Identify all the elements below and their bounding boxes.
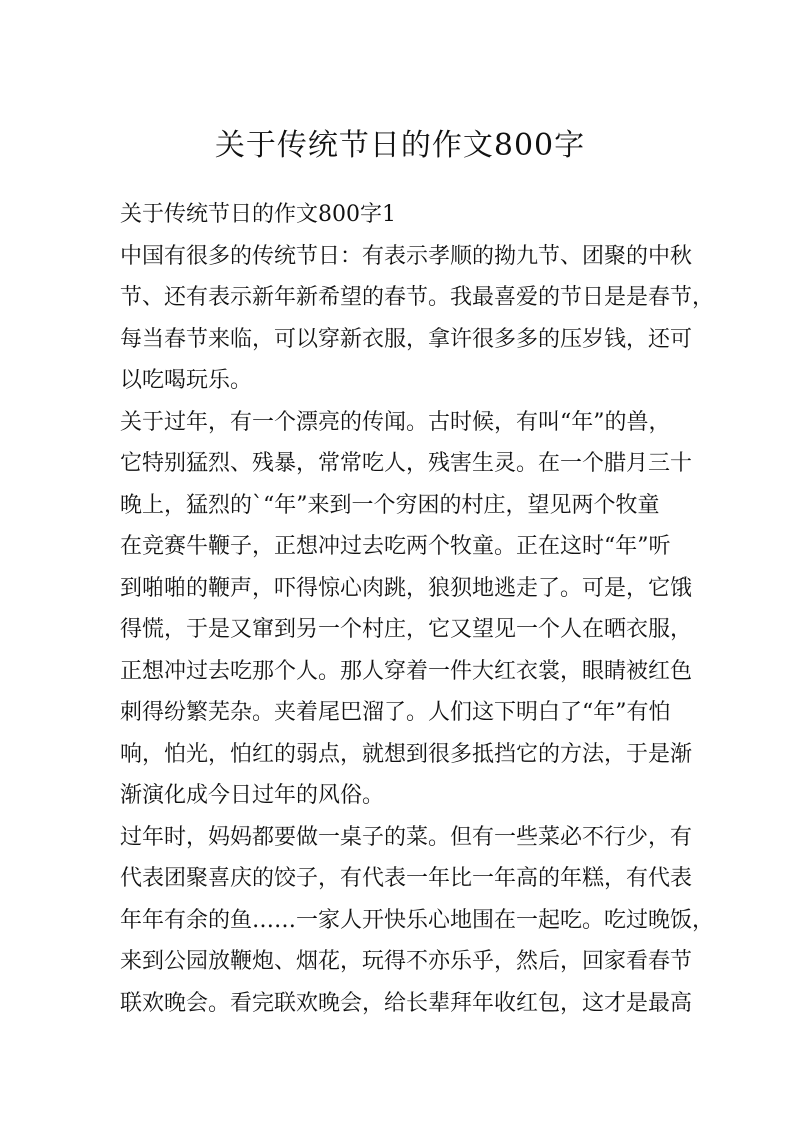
- body-line: 响，怕光，怕红的弱点，就想到很多抵挡它的方法，于是渐: [120, 741, 693, 767]
- body-line: 每当春节来临，可以穿新衣服，拿许很多多的压岁钱，还可: [120, 326, 693, 352]
- body-line: 刺得纷繁芜杂。夹着尾巴溜了。人们这下明白了“年”有怕: [120, 700, 671, 725]
- document-body: [120, 194, 715, 1024]
- body-line: 来到公园放鞭炮、烟花，玩得不亦乐乎，然后，回家看春节: [120, 949, 693, 974]
- body-line: 过年时，妈妈都要做一桌子的菜。但有一些菜必不行少，有: [120, 824, 693, 850]
- body-line: 以吃喝玩乐。: [120, 368, 253, 393]
- body-line: 到啪啪的鞭声，吓得惊心肉跳，狼狈地逃走了。可是，它饿: [120, 575, 693, 601]
- body-line: 年年有余的鱼……一家人开快乐心地围在一起吃。吃过晚饭，: [120, 907, 715, 933]
- section-heading: 关于传统节日的作文800字1: [120, 202, 396, 227]
- body-line: 联欢晚会。看完联欢晚会，给长辈拜年收红包，这才是最高: [120, 990, 693, 1016]
- body-line: 它特别猛烈、残暴，常常吃人，残害生灵。在一个腊月三十: [120, 451, 693, 476]
- body-line: 节、还有表示新年新希望的春节。我最喜爱的节日是是春节，: [120, 285, 715, 310]
- body-line: 中国有很多的传统节日：有表示孝顺的拗九节、团聚的中秋: [120, 243, 693, 269]
- body-line: 渐演化成今日过年的风俗。: [120, 783, 385, 808]
- body-line: 在竞赛牛鞭子，正想冲过去吃两个牧童。正在这时“年”听: [120, 534, 671, 559]
- body-line: 代表团聚喜庆的饺子，有代表一年比一年高的年糕，有代表: [120, 866, 693, 891]
- body-line: 关于过年，有一个漂亮的传闻。古时候，有叫“年”的兽，: [120, 409, 671, 435]
- body-line: 正想冲过去吃那个人。那人穿着一件大红衣裳，眼睛被红色: [120, 658, 693, 684]
- body-line: 晚上，猛烈的`“年”来到一个穷困的村庄，望见两个牧童: [120, 492, 660, 518]
- body-line: 得慌，于是又窜到另一个村庄，它又望见一个人在晒衣服，: [120, 617, 693, 642]
- page-title: 关于传统节日的作文800字: [214, 128, 586, 163]
